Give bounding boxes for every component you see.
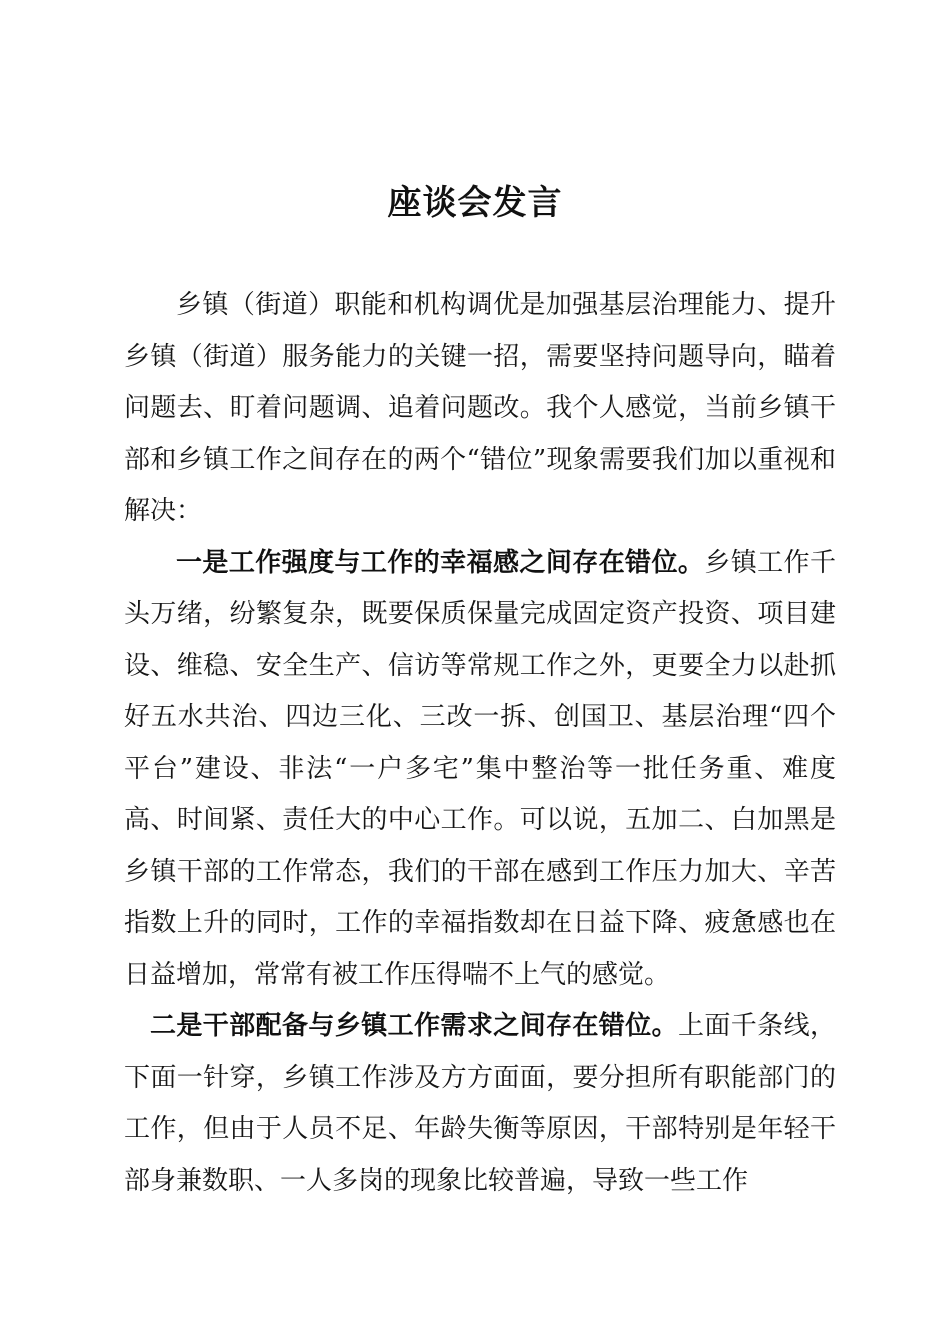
paragraph-point-one <box>124 538 836 1002</box>
paragraph-point-one-lead: 一是工作强度与工作的幸福感之间存在错位。 <box>176 547 705 578</box>
paragraph-intro <box>124 280 836 538</box>
document-body <box>124 280 836 1207</box>
paragraph-point-two-lead: 二是干部配备与乡镇工作需求之间存在错位。 <box>150 1011 678 1041</box>
paragraph-point-two-text: 上面千条线，下面一针穿，乡镇工作涉及方方面面，要分担所有职能部门的工作，但由于人员不足、年龄失衡等原因，干部特别是年轻干部身兼数职、一人多岗的现象比较普遍，导致一些工作 <box>124 1011 836 1196</box>
paragraph-point-two <box>124 1001 836 1207</box>
paragraph-point-one-text: 乡镇工作千头万绪，纷繁复杂，既要保质保量完成固定资产投资、项目建设、维稳、安全生产、信访等常规工作之外，更要全力以赴抓好五水共治、四边三化、三改一拆、创国卫、基层治理“四个平台”建设、非法“一户多宅”集中整治等一批任务重、难度高、时间紧、责任大的中心工作。可以说，五加二、白加黑是乡镇干部的工作常态，我们的干部在感到工作压力加大、辛苦指数上升的同时，工作的幸福指数却在日益下降、疲惫感也在日益增加，常常有被工作压得喘不上气的感觉。 <box>124 547 836 990</box>
document-title: 座谈会发言 <box>387 183 563 223</box>
paragraph-intro-text: 乡镇（街道）职能和机构调优是加强基层治理能力、提升乡镇（街道）服务能力的关键一招，需要坚持问题导向，瞄着问题去、盯着问题调、追着问题改。我个人感觉，当前乡镇干部和乡镇工作之间存在的两个“错位”现象需要我们加以重视和解决： <box>124 290 836 526</box>
